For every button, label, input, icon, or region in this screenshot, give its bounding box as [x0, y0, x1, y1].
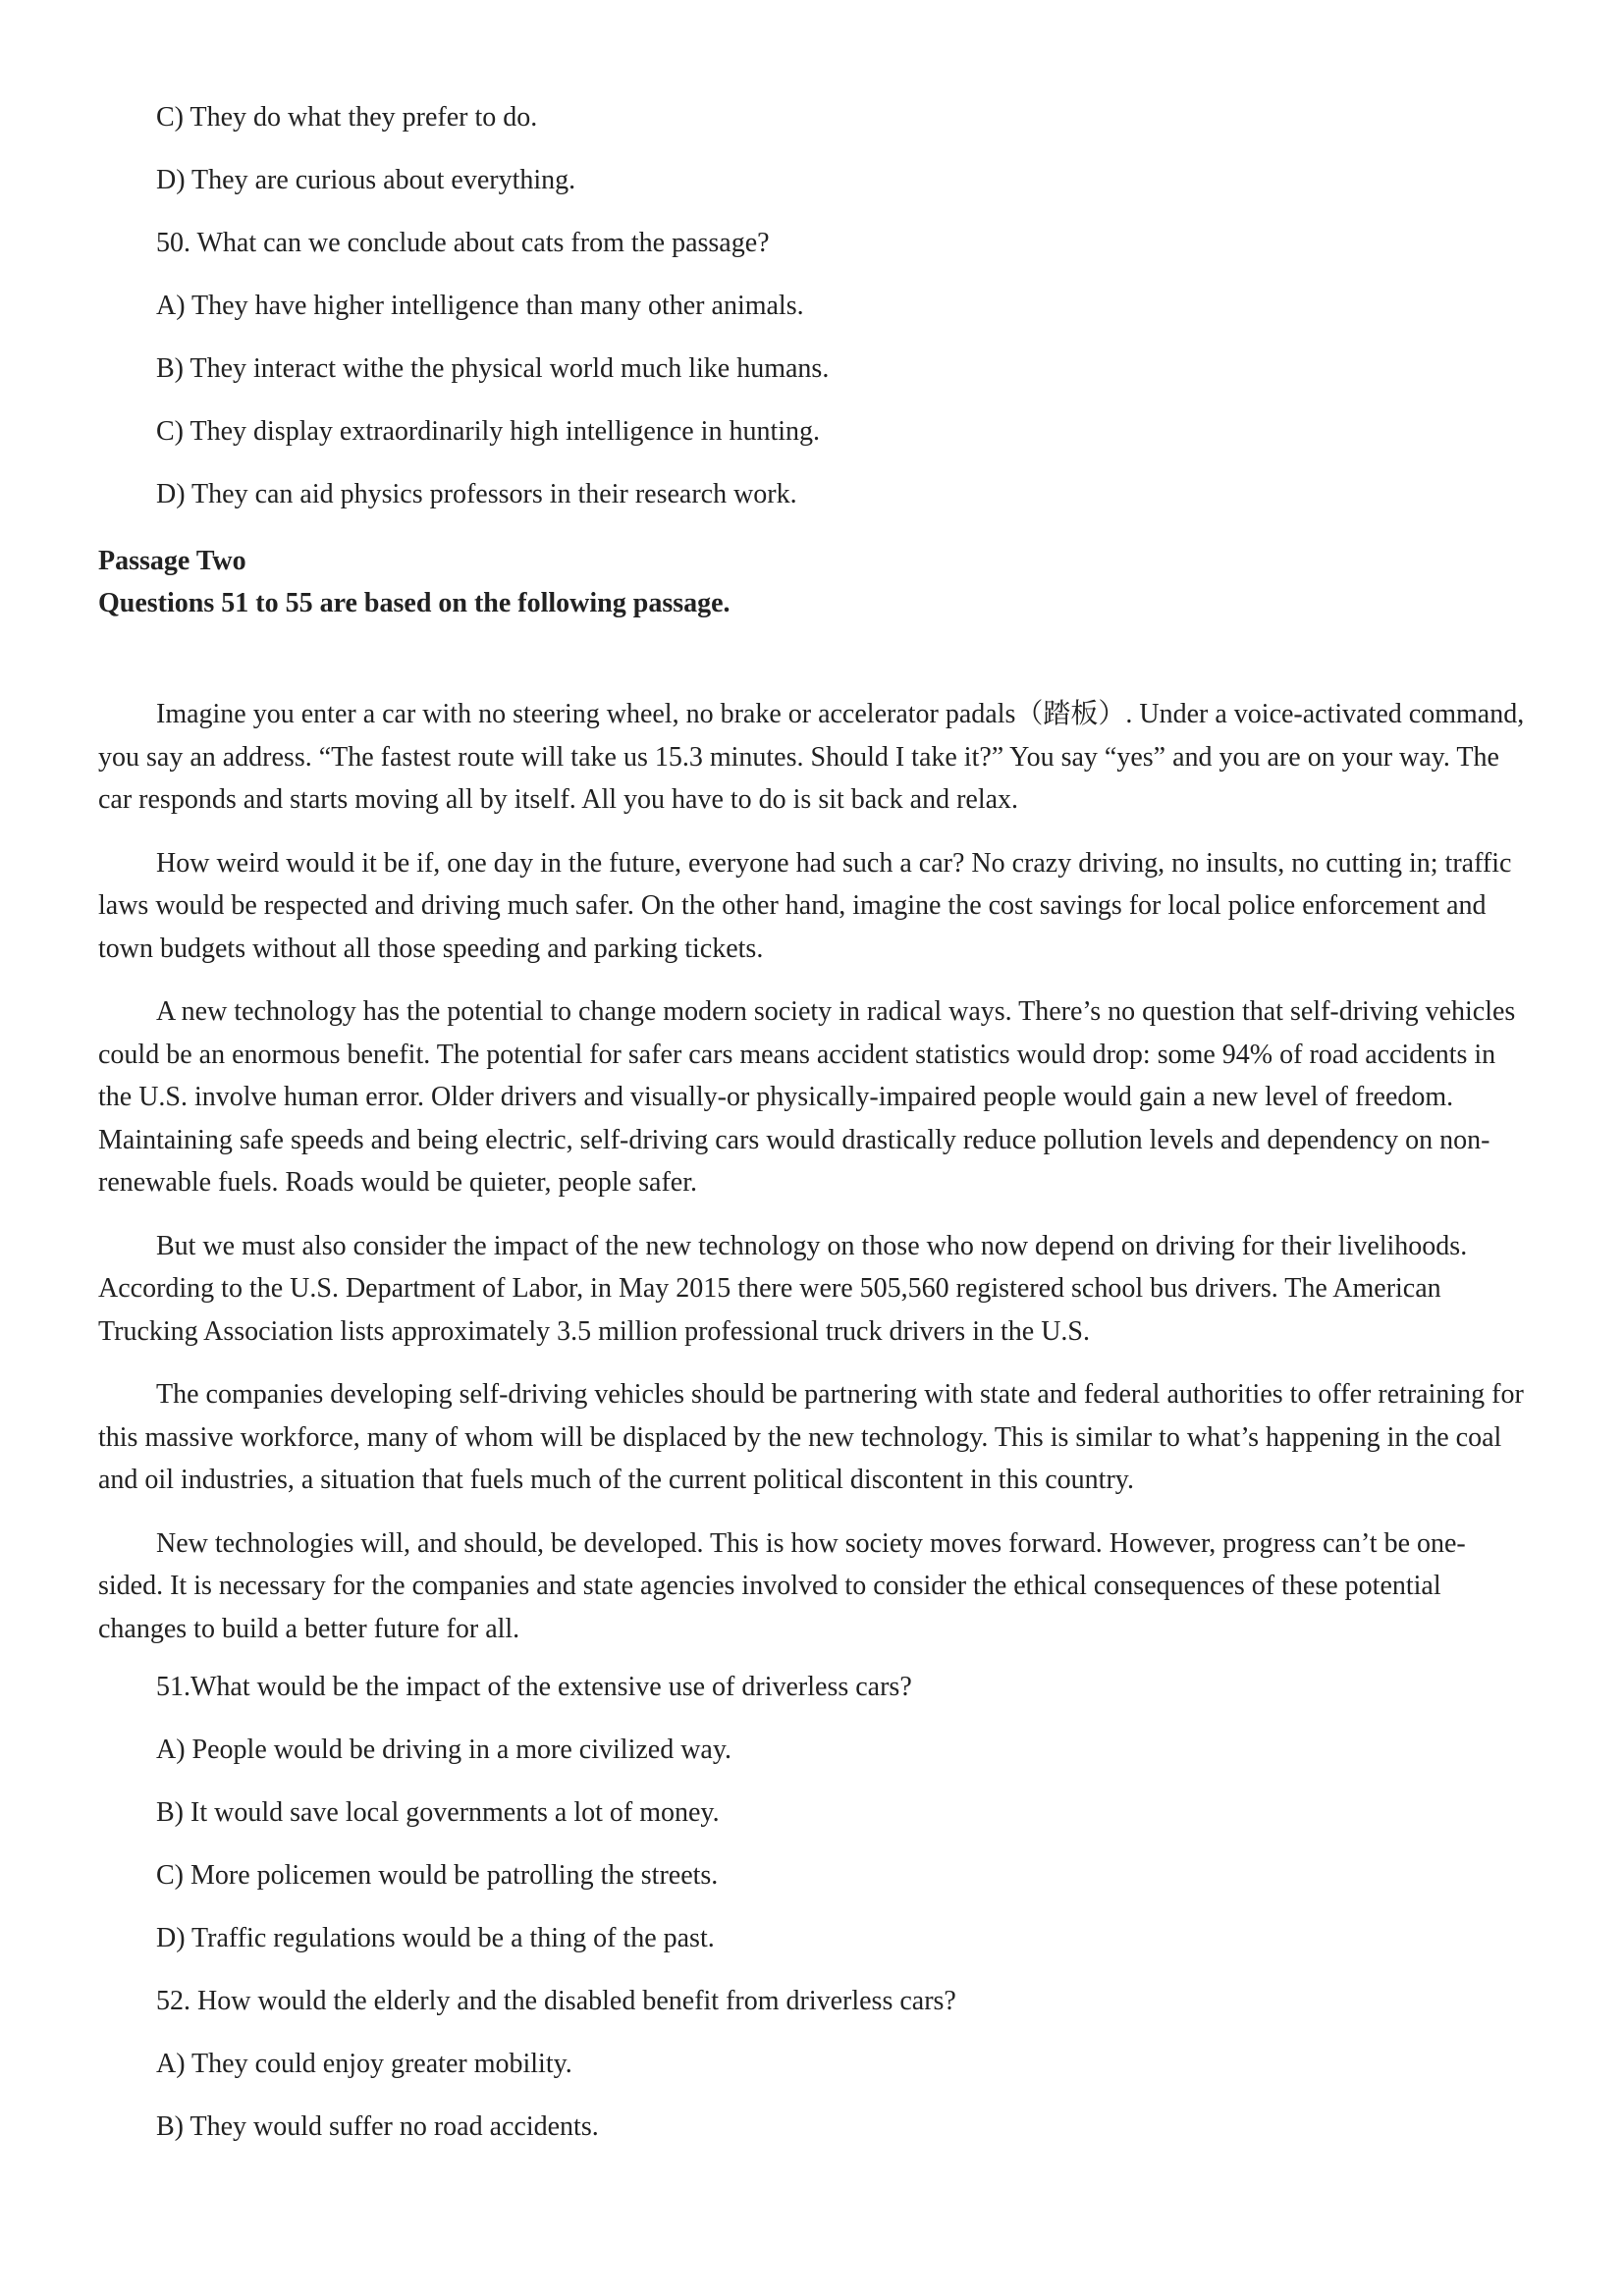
- option-50-b: B) They interact withe the physical world much like humans.: [156, 353, 830, 384]
- option-52-a: A) They could enjoy greater mobility.: [156, 2049, 572, 2079]
- passage-title: Passage Two: [98, 546, 246, 576]
- passage-paragraph: The companies developing self-driving vehicles should be partnering with state and federal authorities to offer retraining for this massive workforce, many of whom will be displaced by the new technology. This is similar to what’s happening in the coal and oil industries, a situation that fuels much of the current political discontent in this country.: [98, 1379, 1524, 1495]
- option-51-c: C) More policemen would be patrolling the streets.: [156, 1860, 719, 1891]
- passage-paragraph: How weird would it be if, one day in the future, everyone had such a car? No crazy driving, no insults, no cutting in; traffic laws would be respected and driving much safer. On the other hand, imagine the cost savings for local police enforcement and town budgets without all those speeding and parking tickets.: [98, 847, 1512, 964]
- passage-body: [98, 693, 1528, 1650]
- passage-paragraph: New technologies will, and should, be developed. This is how society moves forward. However, progress can’t be one-sided. It is necessary for the companies and state agencies involved to consider the ethical consequences of these potential changes to build a better future for all.: [98, 1527, 1466, 1644]
- passage-subtitle: Questions 51 to 55 are based on the following passage.: [98, 588, 731, 618]
- passage-paragraph: A new technology has the potential to change modern society in radical ways. There’s no question that self-driving vehicles could be an enormous benefit. The potential for safer cars means accident statistics would drop: some 94% of road accidents in the U.S. involve human error. Older drivers and visually-or physically-impaired people would gain a new level of freedom. Maintaining safe speeds and being electric, self-driving cars would drastically reduce pollution levels and dependency on non-renewable fuels. Roads would be quieter, people safer.: [98, 996, 1516, 1198]
- option-51-b: B) It would save local governments a lot of money.: [156, 1797, 720, 1828]
- option-50-c: C) They display extraordinarily high intelligence in hunting.: [156, 416, 821, 447]
- questions-section: [98, 1670, 1528, 2145]
- option-52-b: B) They would suffer no road accidents.: [156, 2111, 599, 2142]
- passage-paragraph: Imagine you enter a car with no steering wheel, no brake or accelerator padals（踏板）. Under a voice-activated command, you say an address. “The fastest route will take us 15.3 minutes. Should I take it?” You say “yes” and you are on your way. The car responds and starts moving all by itself. All you have to do is sit back and relax.: [98, 699, 1525, 815]
- question-52: 52. How would the elderly and the disabled benefit from driverless cars?: [156, 1986, 956, 2016]
- option-49-c: C) They do what they prefer to do.: [156, 102, 538, 133]
- option-50-d: D) They can aid physics professors in their research work.: [156, 479, 797, 509]
- passage-paragraph: But we must also consider the impact of the new technology on those who now depend on driving for their livelihoods. According to the U.S. Department of Labor, in May 2015 there were 505,560 registered school bus drivers. The American Trucking Association lists approximately 3.5 million professional truck drivers in the U.S.: [98, 1230, 1468, 1347]
- question-51: 51.What would be the impact of the extensive use of driverless cars?: [156, 1672, 912, 1702]
- document-page: [98, 100, 1528, 2172]
- option-51-d: D) Traffic regulations would be a thing of the past.: [156, 1923, 715, 1953]
- passage-two-header: [98, 540, 1528, 624]
- option-49-d: D) They are curious about everything.: [156, 165, 576, 195]
- question-50: 50. What can we conclude about cats from the passage?: [156, 228, 770, 258]
- option-51-a: A) People would be driving in a more civilized way.: [156, 1735, 732, 1765]
- option-50-a: A) They have higher intelligence than many other animals.: [156, 291, 804, 321]
